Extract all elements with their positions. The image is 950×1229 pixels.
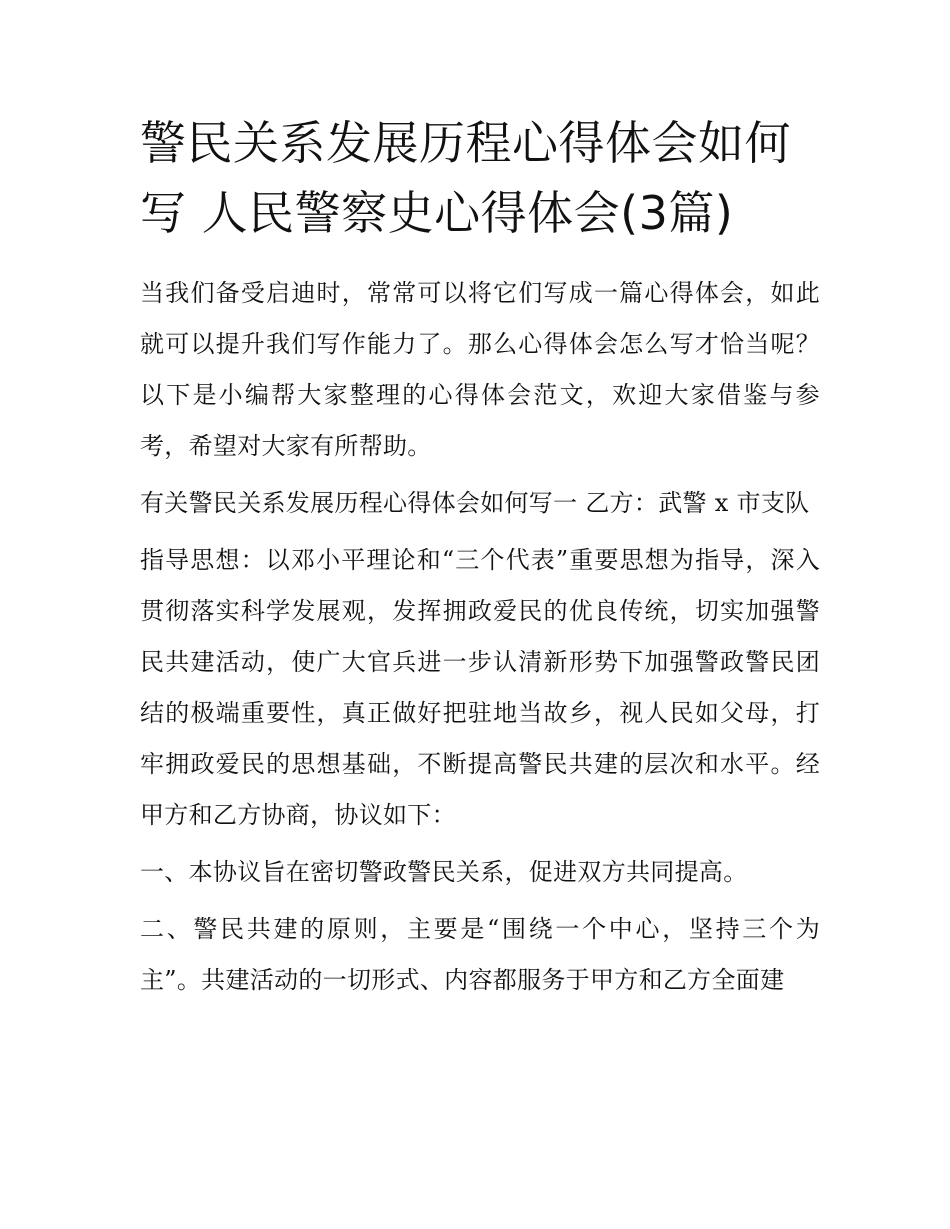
- clause-two-paragraph: 二、警民共建的原则，主要是“围绕一个中心，坚持三个为主”。共建活动的一切形式、内容都服务于甲方和乙方全面建: [140, 915, 820, 994]
- guiding-ideology-paragraph: 指导思想：以邓小平理论和“三个代表”重要思想为指导，深入贯彻落实科学发展观，发挥拥政爱民的优良传统，切实加强警民共建活动，使广大官兵进一步认清新形势下加强警政警民团结的极端重要性，真正做好把驻地当故乡，视人民如父母，打牢拥政爱民的思想基础，不断提高警民共建的层次和水平。经甲方和乙方协商，协议如下：: [140, 546, 820, 829]
- section-heading-paragraph: 有关警民关系发展历程心得体会如何写一 乙方：武警 x 市支队: [140, 489, 810, 517]
- document-title: 警民关系发展历程心得体会如何写 人民警察史心得体会(3篇): [140, 116, 791, 240]
- document-page: [140, 108, 820, 1006]
- clause-one-paragraph: 一、本协议旨在密切警政警民关系，促进双方共同提高。: [140, 858, 748, 886]
- document-body: [140, 268, 820, 1006]
- intro-paragraph: 当我们备受启迪时，常常可以将它们写成一篇心得体会，如此就可以提升我们写作能力了。那么心得体会怎么写才恰当呢？以下是小编帮大家整理的心得体会范文，欢迎大家借鉴与参考，希望对大家有所帮助。: [140, 279, 820, 460]
